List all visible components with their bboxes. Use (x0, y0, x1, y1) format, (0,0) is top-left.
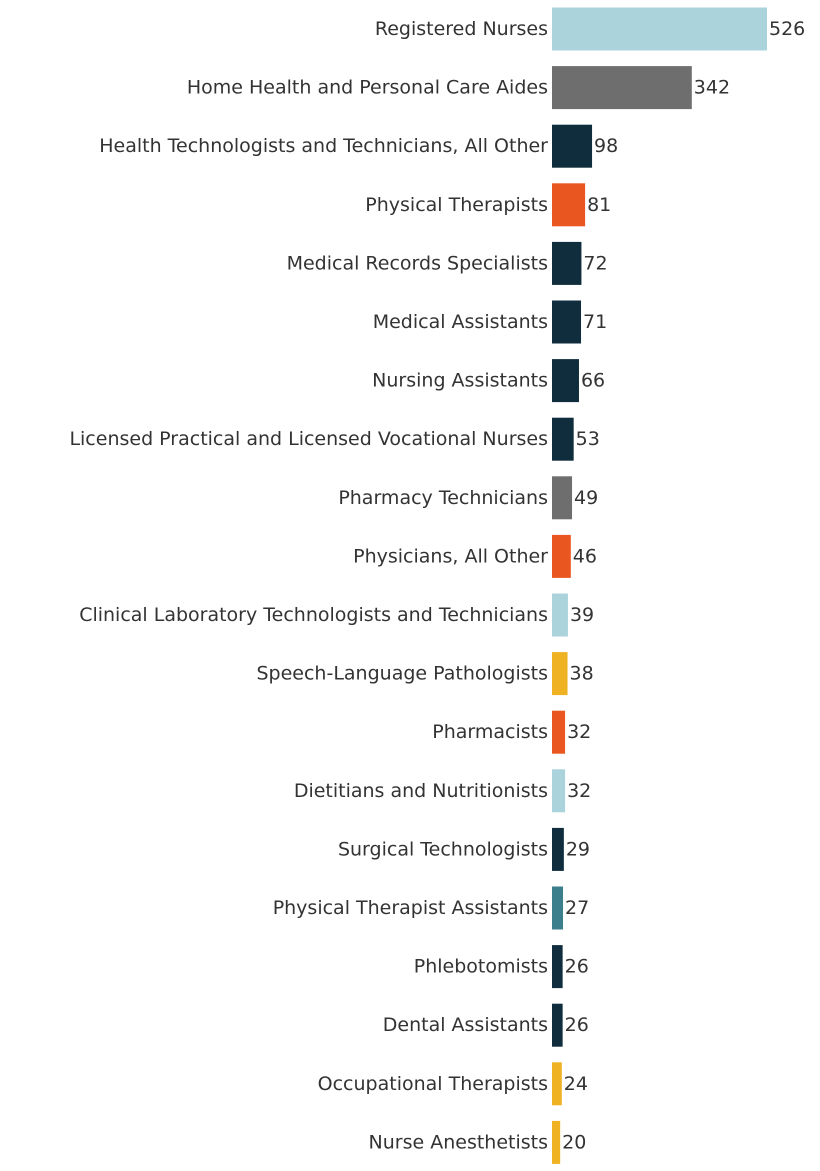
bar (552, 711, 565, 754)
bar (552, 125, 592, 168)
bar (552, 242, 581, 285)
bar (552, 945, 563, 988)
bar (552, 183, 585, 226)
category-label: Pharmacy Technicians (338, 486, 548, 509)
value-label: 98 (594, 135, 619, 158)
value-label: 53 (575, 428, 600, 451)
category-label: Clinical Laboratory Technologists and Technicians (79, 604, 548, 626)
category-label: Physicians, All Other (353, 545, 548, 568)
bar (552, 1004, 563, 1047)
value-label: 71 (583, 311, 608, 333)
value-label: 32 (567, 779, 592, 802)
value-label: 526 (769, 18, 806, 40)
value-label: 66 (580, 369, 606, 392)
value-label: 81 (587, 193, 612, 216)
value-label: 29 (565, 838, 591, 861)
value-label: 72 (583, 252, 608, 275)
value-label: 20 (562, 1131, 587, 1154)
value-label: 342 (693, 76, 731, 99)
category-label: Physical Therapists (365, 193, 548, 216)
value-label: 46 (572, 545, 597, 568)
bar (552, 359, 579, 402)
value-label: 27 (565, 897, 590, 919)
value-label: 32 (567, 721, 592, 744)
value-label: 39 (569, 604, 595, 626)
category-label: Surgical Technologists (337, 838, 548, 861)
category-label: Dental Assistants (382, 1014, 548, 1037)
bar (552, 769, 565, 812)
value-label: 24 (563, 1072, 588, 1095)
bar (552, 828, 564, 871)
value-label: 26 (564, 1014, 589, 1037)
category-label: Occupational Therapists (317, 1072, 548, 1095)
bar (552, 887, 563, 930)
category-label: Phlebotomists (413, 955, 548, 978)
bar (552, 301, 581, 344)
category-label: Medical Assistants (372, 311, 548, 333)
value-label: 26 (564, 955, 589, 978)
category-label: Medical Records Specialists (286, 252, 548, 275)
bar (552, 535, 571, 578)
category-label: Nursing Assistants (372, 369, 548, 392)
bar (552, 418, 574, 461)
bar (552, 66, 692, 109)
value-label: 49 (574, 486, 599, 509)
category-label: Home Health and Personal Care Aides (186, 76, 548, 99)
bar (552, 8, 767, 51)
bar (552, 652, 568, 695)
category-label: Physical Therapist Assistants (272, 897, 548, 919)
category-label: Licensed Practical and Licensed Vocational Nurses (69, 428, 548, 451)
value-label: 38 (569, 662, 594, 685)
category-label: Nurse Anesthetists (368, 1131, 548, 1154)
bar (552, 476, 572, 519)
category-label: Dietitians and Nutritionists (293, 779, 548, 802)
bar (552, 1121, 560, 1164)
category-label: Pharmacists (432, 721, 548, 744)
category-label: Registered Nurses (374, 18, 548, 40)
category-label: Health Technologists and Technicians, All Other (99, 135, 548, 158)
bar (552, 1062, 562, 1105)
bars-group (69, 8, 805, 1164)
category-label: Speech-Language Pathologists (256, 662, 548, 685)
bar (552, 594, 568, 637)
